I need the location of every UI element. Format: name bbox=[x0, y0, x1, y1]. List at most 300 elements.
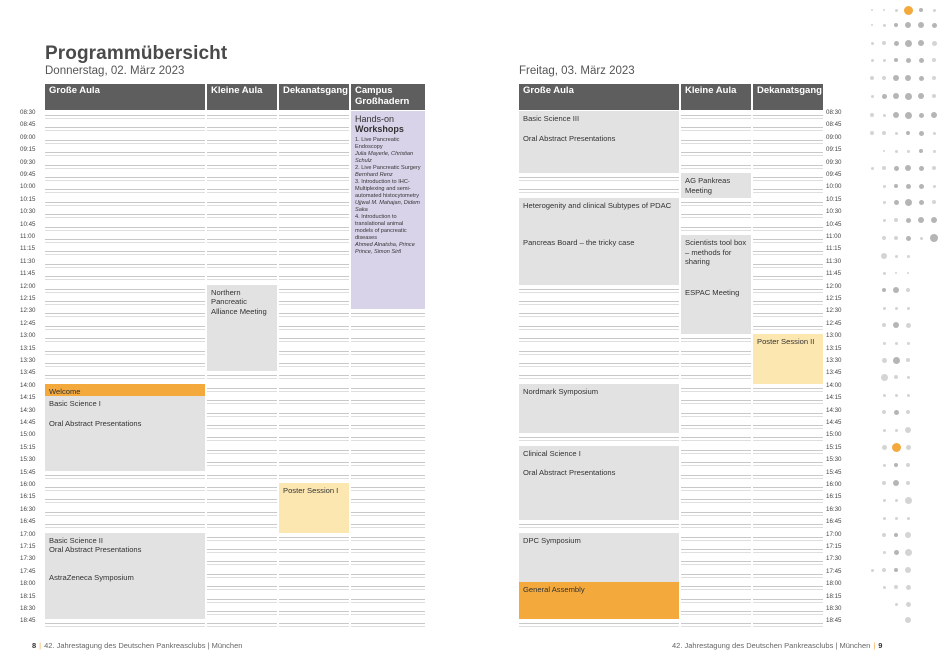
session-block bbox=[45, 384, 205, 396]
session-block bbox=[519, 533, 679, 583]
decor-dot bbox=[905, 40, 912, 47]
slot-line bbox=[207, 440, 277, 441]
slot-line bbox=[279, 425, 349, 426]
slot-line bbox=[753, 527, 823, 528]
slot-line bbox=[279, 338, 349, 339]
slot-line bbox=[753, 515, 823, 516]
decor-dot bbox=[905, 22, 911, 28]
slot-line bbox=[207, 540, 277, 541]
slot-line bbox=[279, 217, 349, 218]
workshop-heading: Workshops bbox=[355, 124, 404, 134]
decor-dot bbox=[883, 114, 886, 117]
slot-line bbox=[351, 413, 425, 414]
slot-line bbox=[753, 227, 823, 228]
decor-dot bbox=[919, 149, 923, 153]
session-title: Basic Science III bbox=[523, 114, 580, 123]
slot-line bbox=[45, 254, 205, 255]
slot-line bbox=[753, 168, 823, 169]
workshop-item-speakers: Julia Mayerle, Christian Schulz bbox=[355, 151, 414, 164]
time-label: 08:30 bbox=[20, 109, 36, 116]
slot-line bbox=[207, 599, 277, 600]
slot-line bbox=[753, 264, 823, 265]
slot-line bbox=[279, 378, 349, 379]
time-label: 16:15 bbox=[20, 493, 36, 501]
decor-dot bbox=[871, 9, 873, 11]
slot-line bbox=[753, 475, 823, 476]
slot-line bbox=[351, 437, 425, 438]
time-label: 10:45 bbox=[826, 220, 842, 228]
slot-line bbox=[207, 230, 277, 231]
decor-dot bbox=[932, 166, 936, 170]
slot-line bbox=[681, 502, 751, 503]
time-label: 12:30 bbox=[826, 307, 842, 315]
slot-line bbox=[207, 623, 277, 624]
slot-line bbox=[279, 363, 349, 364]
time-label: 18:00 bbox=[20, 580, 36, 588]
session-block bbox=[207, 285, 277, 372]
slot-line bbox=[753, 391, 823, 392]
slot-line bbox=[681, 440, 751, 441]
slot-line bbox=[207, 227, 277, 228]
slot-line bbox=[279, 140, 349, 141]
slot-line bbox=[207, 453, 277, 454]
slot-line bbox=[279, 351, 349, 352]
slot-line bbox=[207, 561, 277, 562]
slot-line bbox=[753, 540, 823, 541]
slot-line bbox=[207, 115, 277, 116]
slot-line bbox=[681, 155, 751, 156]
slot-line bbox=[45, 168, 205, 169]
slot-line bbox=[681, 205, 751, 206]
decor-dot bbox=[919, 8, 923, 12]
slot-line bbox=[207, 180, 277, 181]
decor-dot bbox=[904, 6, 913, 15]
decor-dot bbox=[919, 113, 924, 118]
slot-line bbox=[45, 205, 205, 206]
time-label: 16:30 bbox=[20, 505, 36, 513]
column-header: Große Aula bbox=[519, 84, 679, 110]
page-number-left: 8 bbox=[32, 641, 37, 650]
slot-line bbox=[207, 375, 277, 376]
slot-line bbox=[519, 316, 679, 317]
time-label: 13:45 bbox=[20, 369, 36, 377]
session-block bbox=[681, 285, 751, 335]
slot-line bbox=[45, 189, 205, 190]
decor-dot bbox=[906, 131, 910, 135]
session-block bbox=[519, 198, 679, 235]
slot-line bbox=[753, 177, 823, 178]
slot-line bbox=[681, 378, 751, 379]
time-label: 18:15 bbox=[20, 592, 36, 600]
slot-line bbox=[207, 602, 277, 603]
slot-line bbox=[681, 425, 751, 426]
decor-dot bbox=[907, 272, 909, 274]
slot-line bbox=[753, 230, 823, 231]
slot-line bbox=[681, 465, 751, 466]
slot-line bbox=[351, 428, 425, 429]
decor-dot bbox=[906, 358, 910, 362]
slot-line bbox=[351, 549, 425, 550]
slot-line bbox=[753, 205, 823, 206]
slot-line bbox=[681, 388, 751, 389]
decor-dot bbox=[930, 234, 938, 242]
slot-line bbox=[207, 465, 277, 466]
slot-line bbox=[519, 177, 679, 178]
slot-line bbox=[681, 487, 751, 488]
slot-line bbox=[681, 115, 751, 116]
slot-line bbox=[753, 115, 823, 116]
decor-dot bbox=[882, 445, 887, 450]
slot-line bbox=[207, 478, 277, 479]
time-label: 15:30 bbox=[20, 456, 36, 464]
slot-line bbox=[45, 227, 205, 228]
slot-line bbox=[681, 515, 751, 516]
slot-line bbox=[681, 428, 751, 429]
slot-line bbox=[753, 118, 823, 119]
time-label: 17:15 bbox=[20, 543, 36, 550]
left-date: Donnerstag, 02. März 2023 bbox=[45, 65, 185, 77]
slot-line bbox=[519, 301, 679, 302]
slot-line bbox=[351, 623, 425, 624]
workshop-item-label: 4. Introduction to translational animal models of pancreatic diseases bbox=[355, 214, 407, 241]
slot-line bbox=[279, 192, 349, 193]
decor-dot bbox=[907, 517, 910, 520]
slot-line bbox=[753, 586, 823, 587]
decor-dot bbox=[933, 9, 936, 12]
slot-line bbox=[519, 527, 679, 528]
session-block bbox=[753, 334, 823, 384]
slot-line bbox=[753, 599, 823, 600]
session-block bbox=[681, 173, 751, 198]
slot-line bbox=[45, 214, 205, 215]
decor-dot bbox=[882, 410, 886, 414]
decor-dot bbox=[918, 217, 924, 223]
slot-line bbox=[351, 416, 425, 417]
slot-line bbox=[207, 564, 277, 565]
time-label: 14:15 bbox=[20, 394, 36, 402]
slot-line bbox=[207, 589, 277, 590]
slot-line bbox=[207, 400, 277, 401]
slot-line bbox=[681, 354, 751, 355]
slot-line bbox=[207, 515, 277, 516]
slot-line bbox=[753, 428, 823, 429]
decor-dot bbox=[893, 480, 899, 486]
decor-dot bbox=[895, 272, 897, 274]
time-label: 08:45 bbox=[20, 121, 36, 129]
decor-dot bbox=[882, 323, 886, 327]
session-title: Pancreas Board – the tricky case bbox=[523, 238, 635, 247]
slot-line bbox=[279, 242, 349, 243]
slot-line bbox=[519, 626, 679, 627]
time-label: 10:15 bbox=[20, 195, 36, 203]
slot-line bbox=[45, 180, 205, 181]
slot-line bbox=[279, 354, 349, 355]
slot-line bbox=[279, 118, 349, 119]
slot-line bbox=[279, 168, 349, 169]
decor-dot bbox=[906, 602, 911, 607]
session-title: AG Pankreas Meeting bbox=[685, 176, 731, 195]
schedule-friday bbox=[470, 84, 850, 624]
slot-line bbox=[519, 623, 679, 624]
slot-line bbox=[45, 165, 205, 166]
slot-line bbox=[207, 217, 277, 218]
slot-line bbox=[207, 118, 277, 119]
slot-line bbox=[753, 478, 823, 479]
slot-line bbox=[519, 338, 679, 339]
slot-line bbox=[681, 363, 751, 364]
decor-dot bbox=[883, 586, 886, 589]
slot-line bbox=[753, 301, 823, 302]
time-label: 14:00 bbox=[826, 381, 842, 389]
slot-line bbox=[351, 574, 425, 575]
slot-line bbox=[207, 425, 277, 426]
slot-line bbox=[519, 289, 679, 290]
slot-line bbox=[279, 599, 349, 600]
slot-line bbox=[351, 577, 425, 578]
decor-dot bbox=[895, 603, 898, 606]
slot-line bbox=[45, 292, 205, 293]
workshop-item-speakers: Ahmed Alnatsha, Prince Prince, Simon Sirtl bbox=[355, 242, 415, 255]
slot-line bbox=[681, 338, 751, 339]
slot-line bbox=[207, 168, 277, 169]
slot-line bbox=[45, 251, 205, 252]
decor-dot bbox=[883, 24, 886, 27]
decor-dot bbox=[905, 497, 912, 504]
slot-line bbox=[753, 537, 823, 538]
slot-line bbox=[279, 626, 349, 627]
slot-line bbox=[207, 279, 277, 280]
decor-dot bbox=[882, 41, 886, 45]
time-label: 17:30 bbox=[826, 555, 842, 563]
slot-line bbox=[279, 202, 349, 203]
slot-line bbox=[279, 574, 349, 575]
slot-line bbox=[279, 205, 349, 206]
slot-line bbox=[753, 450, 823, 451]
decor-dot bbox=[882, 481, 886, 485]
decor-dot bbox=[871, 42, 874, 45]
session-title: DPC Symposium bbox=[523, 535, 581, 545]
slot-line bbox=[45, 130, 205, 131]
slot-line bbox=[351, 326, 425, 327]
time-label: 12:45 bbox=[20, 319, 36, 327]
slot-line bbox=[753, 561, 823, 562]
slot-line bbox=[753, 180, 823, 181]
decor-dot bbox=[905, 532, 911, 538]
decor-dot bbox=[905, 75, 911, 81]
time-label: 09:00 bbox=[20, 133, 36, 141]
slot-line bbox=[279, 549, 349, 550]
slot-line bbox=[753, 413, 823, 414]
slot-line bbox=[753, 276, 823, 277]
session-block bbox=[279, 483, 349, 533]
slot-line bbox=[45, 242, 205, 243]
slot-line bbox=[753, 267, 823, 268]
decor-dot bbox=[883, 551, 886, 554]
slot-line bbox=[753, 524, 823, 525]
time-label: 14:30 bbox=[20, 406, 36, 414]
slot-line bbox=[279, 230, 349, 231]
decor-dot bbox=[871, 167, 874, 170]
slot-line bbox=[519, 180, 679, 181]
time-label: 13:15 bbox=[20, 344, 36, 352]
slot-line bbox=[207, 549, 277, 550]
slot-line bbox=[351, 478, 425, 479]
session-title: Scientists tool box – methods for sharing bbox=[685, 238, 747, 266]
slot-line bbox=[207, 388, 277, 389]
slot-line bbox=[45, 276, 205, 277]
slot-line bbox=[207, 205, 277, 206]
decor-dot bbox=[883, 219, 886, 222]
slot-line bbox=[753, 487, 823, 488]
time-label: 14:00 bbox=[20, 381, 36, 389]
decor-dot bbox=[906, 236, 911, 241]
decor-dot bbox=[920, 237, 923, 240]
decor-dot bbox=[883, 499, 886, 502]
slot-line bbox=[279, 400, 349, 401]
right-date: Freitag, 03. März 2023 bbox=[519, 65, 635, 77]
decor-dot bbox=[895, 307, 898, 310]
slot-line bbox=[207, 254, 277, 255]
slot-line bbox=[45, 366, 205, 367]
slot-line bbox=[753, 614, 823, 615]
slot-line bbox=[753, 239, 823, 240]
time-label: 18:30 bbox=[20, 605, 36, 612]
slot-line bbox=[753, 388, 823, 389]
slot-line bbox=[45, 304, 205, 305]
workshop-item bbox=[355, 179, 421, 214]
slot-line bbox=[279, 165, 349, 166]
slot-line bbox=[519, 351, 679, 352]
decor-dot bbox=[894, 41, 899, 46]
slot-line bbox=[681, 217, 751, 218]
slot-line bbox=[351, 586, 425, 587]
decor-dot bbox=[906, 184, 911, 189]
time-label: 18:30 bbox=[826, 605, 842, 612]
session-block bbox=[45, 533, 205, 570]
slot-line bbox=[279, 614, 349, 615]
slot-line bbox=[45, 326, 205, 327]
slot-line bbox=[279, 537, 349, 538]
time-label: 15:30 bbox=[826, 456, 842, 464]
slot-line bbox=[279, 189, 349, 190]
slot-line bbox=[45, 267, 205, 268]
decor-dot bbox=[907, 150, 910, 153]
slot-line bbox=[351, 465, 425, 466]
slot-line bbox=[45, 118, 205, 119]
decor-dot bbox=[894, 463, 898, 467]
slot-line bbox=[753, 254, 823, 255]
slot-line bbox=[681, 416, 751, 417]
slot-line bbox=[681, 586, 751, 587]
time-label: 09:30 bbox=[20, 158, 36, 166]
slot-line bbox=[753, 502, 823, 503]
session-block bbox=[45, 396, 205, 470]
slot-line bbox=[681, 614, 751, 615]
slot-line bbox=[351, 602, 425, 603]
slot-line bbox=[207, 502, 277, 503]
decor-dot bbox=[893, 93, 899, 99]
slot-line bbox=[519, 363, 679, 364]
slot-line bbox=[681, 475, 751, 476]
slot-line bbox=[45, 217, 205, 218]
slot-line bbox=[45, 127, 205, 128]
slot-line bbox=[681, 564, 751, 565]
time-label: 16:30 bbox=[826, 505, 842, 513]
decor-dot bbox=[931, 112, 937, 118]
slot-line bbox=[279, 329, 349, 330]
decor-dot bbox=[883, 517, 886, 520]
decor-dot bbox=[882, 358, 887, 363]
time-label: 10:00 bbox=[20, 183, 36, 191]
slot-line bbox=[351, 561, 425, 562]
decor-dot bbox=[893, 322, 899, 328]
slot-line bbox=[207, 143, 277, 144]
slot-line bbox=[279, 450, 349, 451]
decor-dot bbox=[906, 58, 911, 63]
time-label: 09:15 bbox=[826, 146, 842, 154]
slot-line bbox=[753, 165, 823, 166]
time-label: 10:30 bbox=[826, 208, 842, 216]
slot-line bbox=[351, 354, 425, 355]
decor-dot bbox=[933, 132, 936, 135]
time-label: 13:15 bbox=[826, 344, 842, 352]
slot-line bbox=[681, 400, 751, 401]
slot-line bbox=[753, 140, 823, 141]
page-title: Programmübersicht bbox=[45, 43, 228, 64]
slot-line bbox=[681, 589, 751, 590]
decor-dot bbox=[919, 76, 924, 81]
time-label: 17:15 bbox=[826, 543, 842, 550]
slot-line bbox=[279, 366, 349, 367]
time-label: 11:00 bbox=[826, 233, 842, 240]
slot-line bbox=[279, 602, 349, 603]
decor-dot bbox=[907, 342, 910, 345]
decor-dot bbox=[932, 200, 936, 204]
slot-line bbox=[207, 251, 277, 252]
slot-line bbox=[207, 214, 277, 215]
time-label: 11:15 bbox=[20, 245, 36, 253]
slot-line bbox=[519, 524, 679, 525]
slot-line bbox=[681, 127, 751, 128]
slot-line bbox=[207, 537, 277, 538]
slot-line bbox=[681, 462, 751, 463]
decor-dot bbox=[905, 93, 912, 100]
slot-line bbox=[519, 378, 679, 379]
decor-dot bbox=[906, 218, 911, 223]
decor-dot bbox=[894, 184, 898, 188]
column-header: Dekanatsgang bbox=[753, 84, 823, 110]
slot-line bbox=[45, 177, 205, 178]
slot-line bbox=[45, 515, 205, 516]
slot-line bbox=[279, 152, 349, 153]
footer-left-text: 42. Jahrestagung des Deutschen Pankreasclubs | München bbox=[44, 641, 243, 650]
slot-line bbox=[279, 586, 349, 587]
time-label: 14:15 bbox=[826, 394, 842, 402]
slot-line bbox=[681, 490, 751, 491]
slot-line bbox=[207, 391, 277, 392]
slot-line bbox=[753, 313, 823, 314]
decor-dot bbox=[892, 443, 901, 452]
slot-line bbox=[351, 388, 425, 389]
decor-dot bbox=[919, 200, 924, 205]
time-label: 17:45 bbox=[826, 567, 842, 575]
decor-dot bbox=[870, 131, 874, 135]
workshop-item-speakers: Ujjwal M. Mahajan, Didem Saka bbox=[355, 200, 420, 213]
slot-line bbox=[753, 279, 823, 280]
decor-dot bbox=[881, 374, 888, 381]
time-label: 15:15 bbox=[826, 443, 842, 451]
decor-dot bbox=[906, 445, 911, 450]
